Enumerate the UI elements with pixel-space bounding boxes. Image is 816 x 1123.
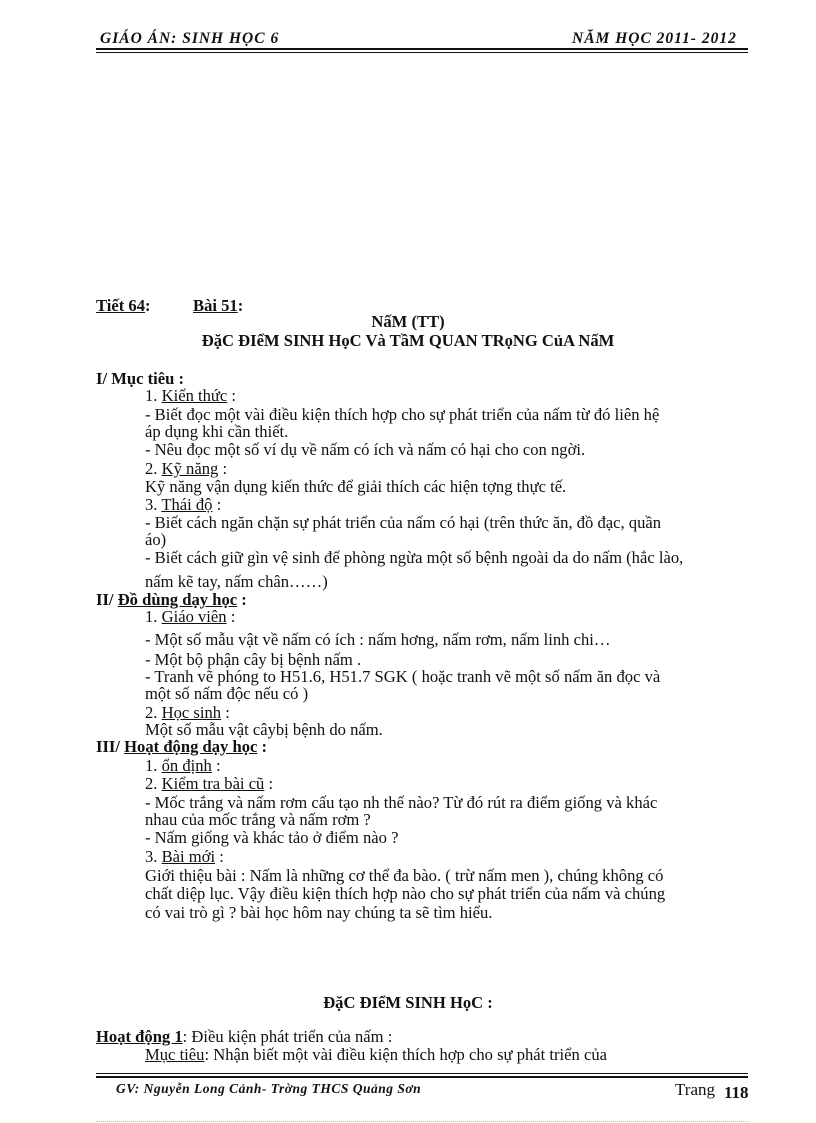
teacher-line: một số nấm độc nếu có ) (145, 684, 309, 703)
intro-line: Giới thiệu bài : Nấm là những cơ thể đa bào. ( trừ nấm men ), chúng không có (145, 866, 664, 885)
page-label: Trang (675, 1080, 715, 1099)
materials-heading: II/ Đồ dùng dạy học : (96, 590, 247, 609)
attitude-line: - Biết cách giữ gìn vệ sinh để phòng ngừa một số bệnh ngoài da do nấm (hắc lào, (145, 548, 684, 567)
teacher-line: - Một bộ phận cây bị bệnh nấm . (145, 650, 362, 669)
lesson-subtitle: ĐặC ĐIểM SINH HọC Và TầM QUAN TRọNG CủA NấM (201, 331, 615, 350)
review-line: - Nấm giống và khác tảo ở điểm nào ? (145, 828, 399, 847)
skills-heading: 2. Kỹ năng : (145, 459, 228, 478)
attitude-line: - Biết cách ngăn chặn sự phát triển của nấm có hại (trên thức ăn, đồ đạc, quần (145, 513, 662, 532)
page-edge-dots (96, 1121, 748, 1122)
section-heading: ĐặC ĐIểM SINH HọC : (323, 993, 493, 1012)
knowledge-line: áp dụng khi cần thiết. (145, 422, 289, 441)
attitude-heading: 3. Thái độ : (145, 495, 222, 514)
review-heading: 2. Kiểm tra bài cũ : (145, 774, 274, 793)
teacher-line: - Một số mẫu vật về nấm có ích : nấm hơng, nấm rơm, nấm linh chi… (145, 630, 611, 649)
teacher-line: - Tranh vẽ phóng to H51.6, H51.7 SGK ( hoặc tranh vẽ một số nấm ăn đọc và (145, 667, 661, 686)
intro-line: có vai trò gì ? bài học hôm nay chúng ta sẽ tìm hiểu. (145, 903, 493, 922)
stabilization-heading: 1. ổn định : (145, 756, 221, 775)
footer-rule-thin (96, 1073, 748, 1074)
new-lesson-heading: 3. Bài mới : (145, 847, 224, 866)
header-rule (96, 48, 748, 50)
header-subject: GIÁO ÁN: SINH HỌC 6 (100, 30, 280, 47)
review-line: nhau của mốc trắng và nấm rơm ? (145, 810, 371, 829)
lesson-period: Tiết 64: (96, 296, 151, 315)
header-school-year: NĂM HỌC 2011- 2012 (572, 30, 737, 47)
lesson-title: NấM (TT) (371, 312, 445, 331)
attitude-line: nấm kẽ tay, nấm chân……) (145, 572, 328, 591)
intro-line: chất diệp lục. Vậy điều kiện thích hợp nào cho sự phát triển của nấm và chúng (145, 884, 666, 903)
student-line: Một số mẫu vật câybị bệnh do nấm. (145, 720, 383, 739)
header-rule-thin (96, 52, 748, 53)
review-line: - Mốc trắng và nấm rơm cấu tạo nh thế nào? Từ đó rút ra điểm giống và khác (145, 793, 658, 812)
footer-author: GV: Nguyễn Long Cảnh- Trờng THCS Quảng Sơn (116, 1081, 422, 1096)
activities-heading: III/ Hoạt động dạy học : (96, 737, 268, 756)
skills-line: Kỹ năng vận dụng kiến thức để giải thích các hiện tợng thực tế. (145, 477, 567, 496)
knowledge-heading: 1. Kiến thức : (145, 386, 237, 405)
page-number: 118 (724, 1083, 749, 1102)
objectives-heading: I/ Mục tiêu : (96, 369, 185, 388)
knowledge-line: - Biết đọc một vài điều kiện thích hợp cho sự phát triển của nấm từ đó liên hệ (145, 405, 660, 424)
knowledge-line: - Nêu đọc một số ví dụ về nấm có ích và nấm có hại cho con ngời. (145, 440, 586, 459)
lesson-number: Bài 51: (193, 296, 244, 315)
attitude-line: áo) (145, 530, 167, 549)
footer-rule (96, 1076, 748, 1078)
activity-1-line: Hoạt động 1: Điều kiện phát triển của nấm : (96, 1027, 393, 1046)
student-heading: 2. Học sinh : (145, 703, 230, 722)
teacher-heading: 1. Giáo viên : (145, 607, 236, 626)
activity-goal-line: Mục tiêu: Nhận biết một vài điều kiện thích hợp cho sự phát triển của (145, 1045, 608, 1064)
